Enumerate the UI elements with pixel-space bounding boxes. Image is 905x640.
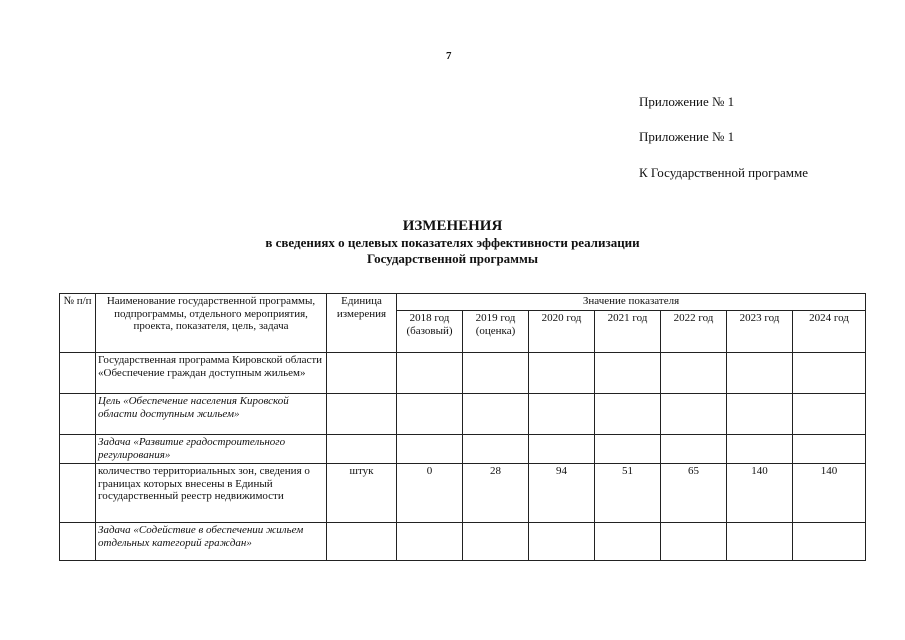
- cell-unit: штук: [327, 464, 397, 523]
- cell-value: [595, 523, 661, 561]
- cell-unit: [327, 435, 397, 464]
- cell-value: 28: [463, 464, 529, 523]
- annex-line-1: Приложение № 1: [639, 94, 735, 109]
- cell-value: [661, 394, 727, 435]
- header-year: 2019 год (оценка): [463, 311, 529, 353]
- header-year: 2021 год: [595, 311, 661, 353]
- page-number: 7: [446, 50, 452, 62]
- header-name: Наименование государственной программы, подпрограммы, отдельного мероприятия, проекта, показателя, цель, задача: [96, 294, 327, 353]
- cell-name: Цель «Обеспечение населения Кировской области доступным жильем»: [96, 394, 327, 435]
- cell-value: [397, 394, 463, 435]
- header-year: 2020 год: [529, 311, 595, 353]
- table-row: [60, 523, 866, 561]
- cell-value: [529, 523, 595, 561]
- cell-num: [60, 394, 96, 435]
- table-row: [60, 464, 866, 523]
- header-year: 2022 год: [661, 311, 727, 353]
- cell-value: 140: [793, 464, 866, 523]
- cell-value: [793, 523, 866, 561]
- cell-value: 140: [727, 464, 793, 523]
- header-year: 2023 год: [727, 311, 793, 353]
- cell-value: [529, 435, 595, 464]
- header-num: № п/п: [60, 294, 96, 353]
- table-row: [60, 394, 866, 435]
- cell-value: [595, 435, 661, 464]
- table-row: [60, 435, 866, 464]
- cell-num: [60, 464, 96, 523]
- cell-value: [463, 394, 529, 435]
- cell-num: [60, 523, 96, 561]
- title-line-3: Государственной программы: [366, 251, 539, 266]
- header-year: 2018 год (базовый): [397, 311, 463, 353]
- cell-num: [60, 353, 96, 394]
- cell-value: [727, 394, 793, 435]
- cell-value: [793, 353, 866, 394]
- cell-value: [529, 353, 595, 394]
- title-line-2: в сведениях о целевых показателях эффективности реализации: [265, 235, 640, 250]
- cell-value: 51: [595, 464, 661, 523]
- table-header-row: [60, 294, 866, 311]
- cell-value: [595, 394, 661, 435]
- cell-name: количество территориальных зон, сведения о границах которых внесены в Единый государственный реестр недвижимости: [96, 464, 327, 523]
- cell-value: [529, 394, 595, 435]
- cell-value: [727, 353, 793, 394]
- cell-unit: [327, 523, 397, 561]
- cell-value: 0: [397, 464, 463, 523]
- cell-value: [397, 353, 463, 394]
- cell-value: [661, 435, 727, 464]
- annex-line-3: К Государственной программе: [639, 165, 808, 180]
- header-year: 2024 год: [793, 311, 866, 353]
- indicators-table: [59, 293, 866, 561]
- cell-value: [463, 523, 529, 561]
- annex-line-2: Приложение № 1: [639, 129, 735, 144]
- document-title: [0, 218, 905, 267]
- cell-value: [727, 435, 793, 464]
- table-row: [60, 353, 866, 394]
- cell-value: 65: [661, 464, 727, 523]
- cell-name: Задача «Содействие в обеспечении жильем отдельных категорий граждан»: [96, 523, 327, 561]
- cell-value: [727, 523, 793, 561]
- cell-value: [793, 394, 866, 435]
- cell-value: [463, 435, 529, 464]
- header-unit: Единица измерения: [327, 294, 397, 353]
- header-value-group: Значение показателя: [397, 294, 866, 311]
- cell-value: [661, 353, 727, 394]
- cell-name: Государственная программа Кировской области «Обеспечение граждан доступным жильем»: [96, 353, 327, 394]
- cell-unit: [327, 353, 397, 394]
- cell-value: [397, 435, 463, 464]
- title-main: ИЗМЕНЕНИЯ: [402, 218, 503, 234]
- cell-value: [397, 523, 463, 561]
- cell-value: [595, 353, 661, 394]
- cell-value: [463, 353, 529, 394]
- cell-name: Задача «Развитие градостроительного регулирования»: [96, 435, 327, 464]
- cell-unit: [327, 394, 397, 435]
- cell-value: 94: [529, 464, 595, 523]
- cell-value: [661, 523, 727, 561]
- cell-num: [60, 435, 96, 464]
- cell-value: [793, 435, 866, 464]
